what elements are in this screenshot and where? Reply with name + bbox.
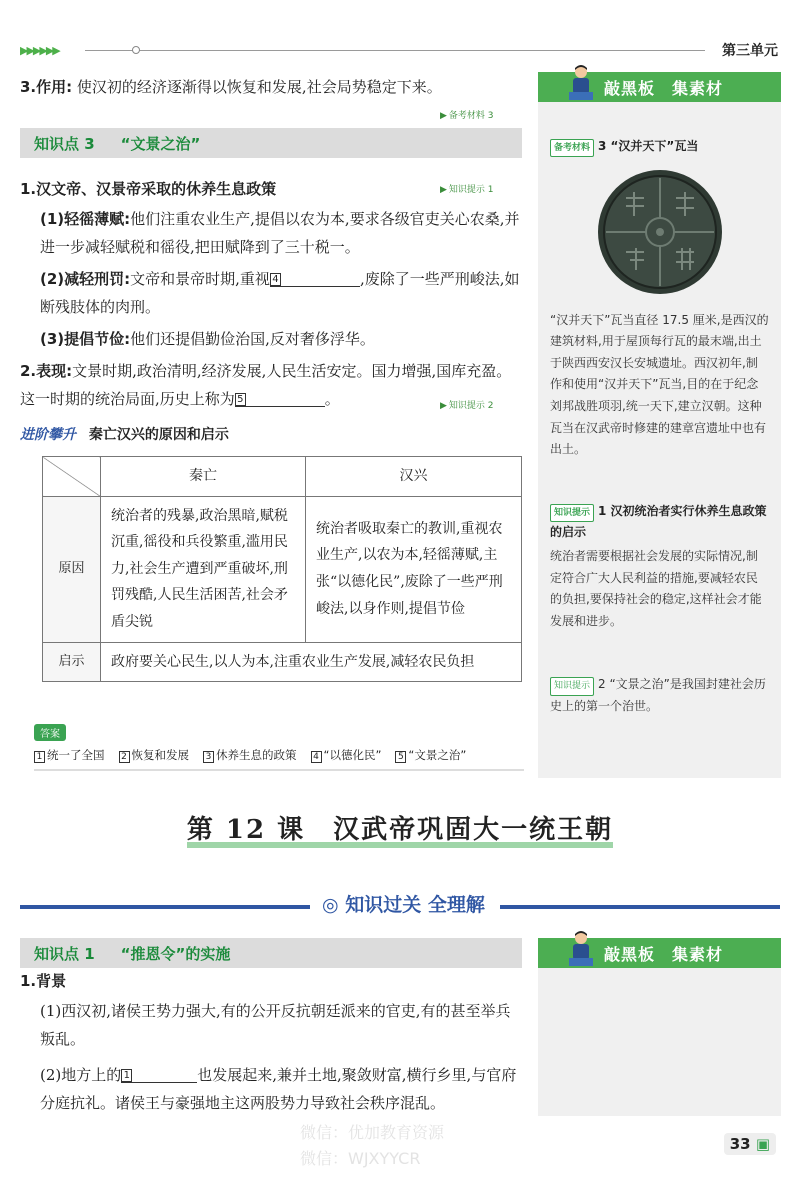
header-rule [85,50,705,51]
kp3-label: 知识点 3 [34,134,95,153]
side-panel-1 [538,72,781,778]
kp1-bar [20,938,522,968]
table-cell-qin-cause: 统治者的残暴,政治黑暗,赋税沉重,徭役和兵役繁重,滥用民力,社会生产遭到严重破坏,刑罚残酷,人民生活困苦,社会矛盾尖锐 [101,496,306,642]
answer-box [34,722,524,771]
material-tag: 备考材料 [550,139,594,157]
blank-5-number: 5 [235,393,246,406]
banner-title [316,890,491,917]
kp1-p2 [20,1062,525,1118]
table-corner [43,457,101,497]
kp3-p3-label: (3)提倡节俭: [40,330,131,348]
kp3-h2-pre: 文景时期,政治清明,经济发展,人民生活安定。国力增强,国库充盈。这一时期的统治局面,历史上称为 [20,362,512,408]
answer-text: “文景之治” [408,748,467,762]
blank-4[interactable] [270,273,360,287]
page-number [724,1133,776,1155]
tile-end-image [596,168,724,296]
kp3-p3 [20,326,525,354]
tip-tag: 知识提示 [550,504,594,522]
table-cell-lesson: 政府要关心民生,以人为本,注重农业生产发展,减轻农民负担 [101,642,522,682]
list-item [119,747,190,763]
kp3-p1-label: (1)轻徭薄赋: [40,210,131,228]
kp1-h1 [20,968,525,996]
item3-text: 使汉初的经济逐渐得以恢复和发展,社会局势稳定下来。 [76,78,442,96]
side-panel-2-title: 敲黑板 集素材 [604,944,724,964]
ref-material-3[interactable]: ▶ 备考材料 3 [440,108,525,121]
material-3-text: “汉并天下”瓦当直径 17.5 厘米,是西汉的建筑材料,用于屋顶每行瓦的最末端,出土于陕西西安汉长安城遗址。西汉初年,制作和使用“汉并天下”瓦当,目的在于纪念刘邦战胜项羽,统一天下,建立汉朝。这种瓦当在汉武帝时修建的建章宫遗址中也有出土。 [550,312,769,457]
blank-1[interactable] [121,1069,197,1083]
tip-1-title: 1 汉初统治者实行休养生息政策的启示 [550,503,767,540]
side-panel-1-header [538,72,781,102]
comparison-table [42,456,522,682]
kp3-h1-text: 1.汉文帝、汉景帝采取的休养生息政策 [20,180,277,198]
watermark-line-2: 微信：WJXYYCR [300,1149,421,1168]
list-item [395,747,466,763]
tip-tag: 知识提示 [550,677,594,695]
advance-heading [20,424,229,444]
banner-title-text: 知识过关 全理解 [345,894,485,916]
kp3-p2 [20,266,525,322]
kp3-p1 [20,206,525,262]
side-panel-2-header [538,938,781,968]
tip-1-text: 统治者需要根据社会发展的实际情况,制定符合广大人民利益的措施,要减轻农民的负担,要保持社会的稳定,这样社会才能发展和进步。 [550,548,762,628]
advance-tag: 进阶攀升 [20,427,76,443]
kp3-p1-text: 他们注重农业生产,提倡以农为本,要求各级官吏关心农桑,并进一步减轻赋税和徭役,把田赋降到了三十税一。 [40,210,520,256]
knowledge-banner [20,896,780,916]
table-row [43,496,522,642]
kp1-label: 知识点 1 [34,944,95,963]
ref-tip-2[interactable]: ▶ 知识提示 2 [440,398,525,411]
kp3-h2-post: 。 [324,389,340,408]
kp3-p2-label: (2)减轻刑罚: [40,270,131,288]
side-panel-1-title: 敲黑板 集素材 [604,78,724,98]
list-item [311,747,382,763]
answer-text: 统一了全国 [47,748,105,762]
header-dot [132,46,140,54]
answer-text: 恢复和发展 [131,748,189,762]
kp1-h1-text: 1.背景 [20,972,67,990]
kp1-p1 [20,998,525,1054]
blank-1-number: 1 [121,1069,132,1082]
answer-text: “以德化民” [323,748,382,762]
unit-label: 第三单元 [722,43,778,59]
teacher-icon [566,930,596,968]
kp3-p2-post: ,废除了一些严刑峻法,如断残肢体的肉刑。 [40,270,520,316]
kp1-title: “推恩令”的实施 [120,944,231,963]
blank-4-number: 4 [270,273,281,286]
header-arrows-icon: ▶▶▶▶▶▶ [20,44,59,57]
kp3-p2-pre: 文帝和景帝时期,重视 [130,270,270,288]
answer-number: 2 [119,751,130,763]
list-item [203,747,297,763]
answer-number: 5 [395,751,406,763]
material-3-heading [538,136,781,158]
kp1-p2-pre: (2)地方上的 [40,1066,122,1084]
table-row-head-cause: 原因 [43,496,101,642]
blank-5[interactable] [235,393,325,407]
page-number-text: 33 [729,1135,751,1153]
banner-line-left [20,905,310,909]
watermark-line-1: 微信：优加教育资源 [300,1123,445,1142]
banner-swirl-icon: ◎ [322,894,339,916]
tip-1-heading [538,501,781,544]
table-col-qin: 秦亡 [101,457,306,497]
kp3-bar [20,128,522,158]
teacher-icon [566,64,596,102]
lesson-title-text: 第 12 课 汉武帝巩固大一统王朝 [187,819,613,848]
table-row-head-lesson: 启示 [43,642,101,682]
kp3-p3-text: 他们还提倡勤俭治国,反对奢侈浮华。 [130,330,375,348]
answer-number: 4 [311,751,322,763]
answer-tag: 答案 [34,724,66,741]
banner-line-right [500,905,780,909]
kp1-p2-post: 也发展起来,兼并土地,聚敛财富,横行乡里,与官府分庭抗礼。诸侯王与豪强地主这两股势力导致社会秩序混乱。 [40,1066,517,1112]
answer-number: 1 [34,751,45,763]
item3-paragraph [20,74,525,102]
kp3-h2-label: 2.表现: [20,362,73,380]
answer-list [34,747,524,763]
tip-2 [538,674,781,717]
table-header-row [43,457,522,497]
list-item [34,747,105,763]
lesson-title [0,815,800,848]
table-col-han: 汉兴 [306,457,522,497]
answer-number: 3 [203,751,214,763]
material-3-title: 3 “汉并天下”瓦当 [598,139,699,153]
item3-label: 3.作用: [20,78,73,96]
kp1-p1-text: (1)西汉初,诸侯王势力强大,有的公开反抗朝廷派来的官吏,有的甚至举兵叛乱。 [40,1002,511,1048]
side-panel-2 [538,938,781,1116]
advance-title: 秦亡汉兴的原因和启示 [88,427,229,443]
ref-tip-1[interactable]: ▶ 知识提示 1 [440,182,525,195]
answer-text: 休养生息的政策 [216,748,297,762]
table-row [43,642,522,682]
kp3-title: “文景之治” [120,134,201,153]
book-icon: ▣ [755,1135,770,1153]
tip-2-text: 2 “文景之治”是我国封建社会历史上的第一个治世。 [550,677,766,713]
table-cell-han-cause: 统治者吸取秦亡的教训,重视农业生产,以农为本,轻徭薄赋,主张“以德化民”,废除了一些严刑峻法,以身作则,提倡节俭 [306,496,522,642]
